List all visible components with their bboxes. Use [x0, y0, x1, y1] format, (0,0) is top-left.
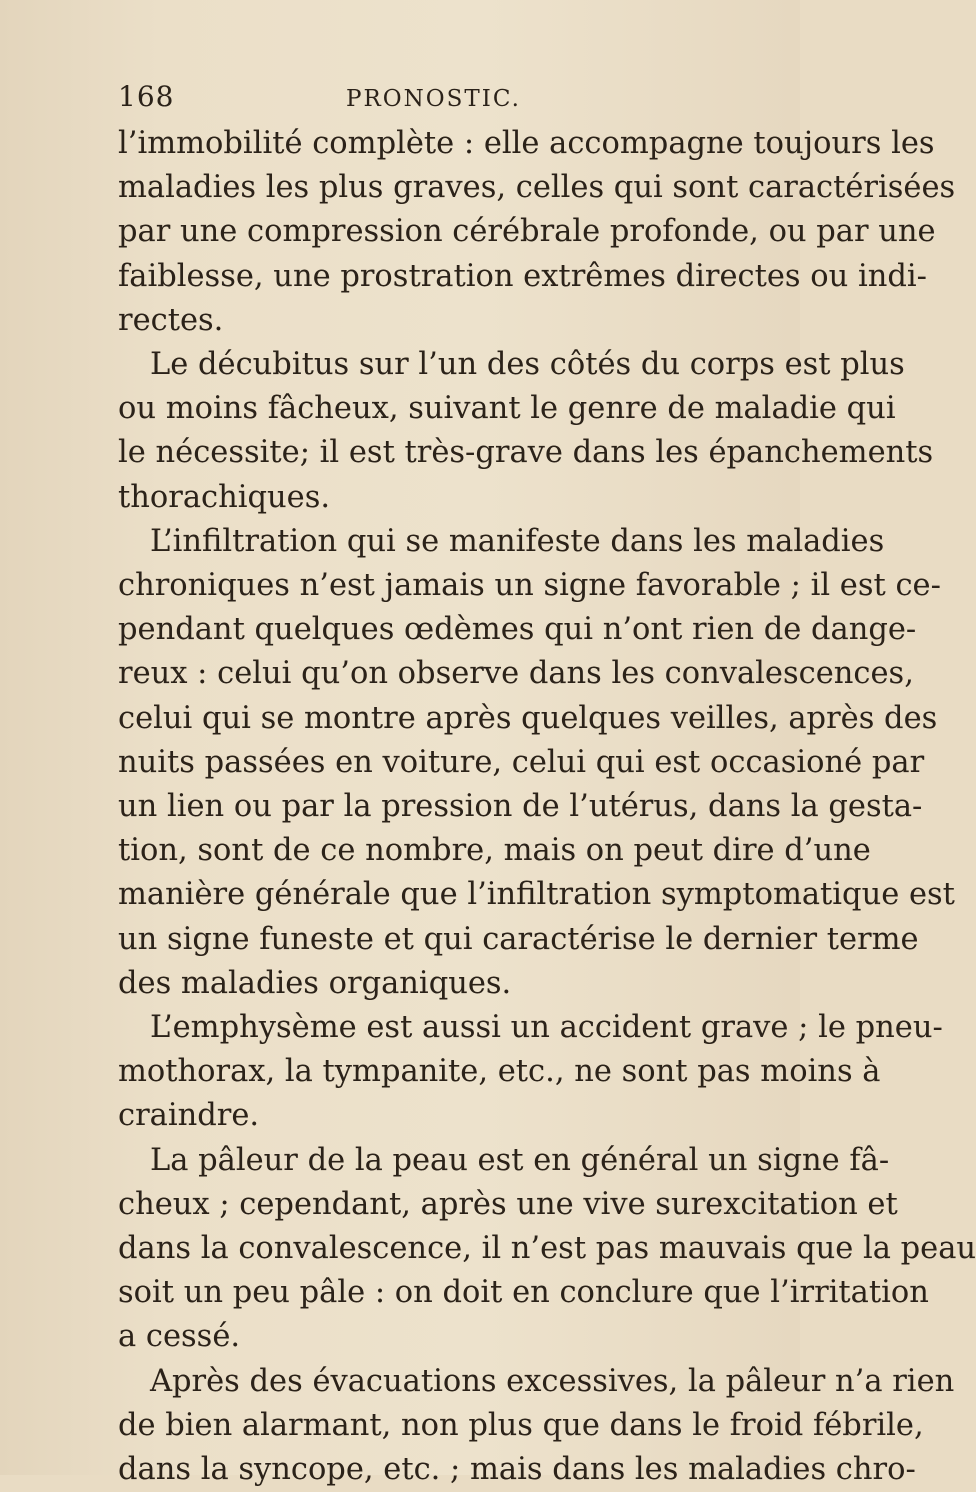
- text-line: le nécessite; il est très-grave dans les épanchements: [118, 435, 934, 471]
- text-line: de bien alarmant, non plus que dans le froid fébrile,: [118, 1407, 924, 1443]
- text-line: L’infiltration qui se manifeste dans les maladies: [150, 523, 885, 559]
- text-line: reux : celui qu’on observe dans les convalescences,: [118, 656, 914, 692]
- text-line: des maladies organiques.: [118, 965, 512, 1001]
- text-line: tion, sont de ce nombre, mais on peut dire d’une: [118, 833, 871, 869]
- text-line: un signe funeste et qui caractérise le dernier terme: [118, 921, 919, 957]
- text-line: a cessé.: [118, 1319, 241, 1355]
- text-line: La pâleur de la peau est en général un signe fâ-: [150, 1142, 890, 1178]
- text-line: thorachiques.: [118, 479, 331, 515]
- running-head: PRONOSTIC.: [346, 86, 521, 112]
- text-line: mothorax, la tympanite, etc., ne sont pas moins à: [118, 1054, 881, 1090]
- text-line: nuits passées en voiture, celui qui est occasioné par: [118, 744, 925, 780]
- text-line: un lien ou par la pression de l’utérus, dans la gesta-: [118, 789, 923, 825]
- text-line: dans la syncope, etc. ; mais dans les maladies chro-: [118, 1452, 916, 1488]
- text-line: L’emphysème est aussi un accident grave ; le pneu-: [150, 1010, 943, 1046]
- text-line: par une compression cérébrale profonde, ou par une: [118, 214, 936, 250]
- text-line: l’immobilité complète : elle accompagne toujours les: [118, 126, 935, 161]
- text-line: ou moins fâcheux, suivant le genre de maladie qui: [118, 391, 896, 427]
- text-line: celui qui se montre après quelques veilles, après des: [118, 700, 938, 736]
- text-line: Le décubitus sur l’un des côtés du corps est plus: [150, 347, 905, 383]
- text-line: Après des évacuations excessives, la pâleur n’a rien: [150, 1363, 955, 1399]
- text-line: cheux ; cependant, après une vive surexcitation et: [118, 1186, 898, 1222]
- text-line: craindre.: [118, 1098, 260, 1134]
- text-line: soit un peu pâle : on doit en conclure que l’irritation: [118, 1275, 929, 1311]
- page-number: 168: [118, 80, 175, 113]
- body-text: [118, 122, 976, 1492]
- text-line: chroniques n’est jamais un signe favorable ; il est ce-: [118, 568, 941, 604]
- page-header: [118, 80, 758, 120]
- text-line: rectes.: [118, 302, 224, 338]
- text-line: manière générale que l’infiltration symptomatique est: [118, 877, 955, 913]
- text-line: dans la convalescence, il n’est pas mauvais que la peau: [118, 1231, 976, 1267]
- text-line: faiblesse, une prostration extrêmes directes ou indi-: [118, 258, 927, 294]
- text-line: maladies les plus graves, celles qui sont caractérisées: [118, 170, 956, 206]
- text-line: pendant quelques œdèmes qui n’ont rien de dange-: [118, 612, 917, 648]
